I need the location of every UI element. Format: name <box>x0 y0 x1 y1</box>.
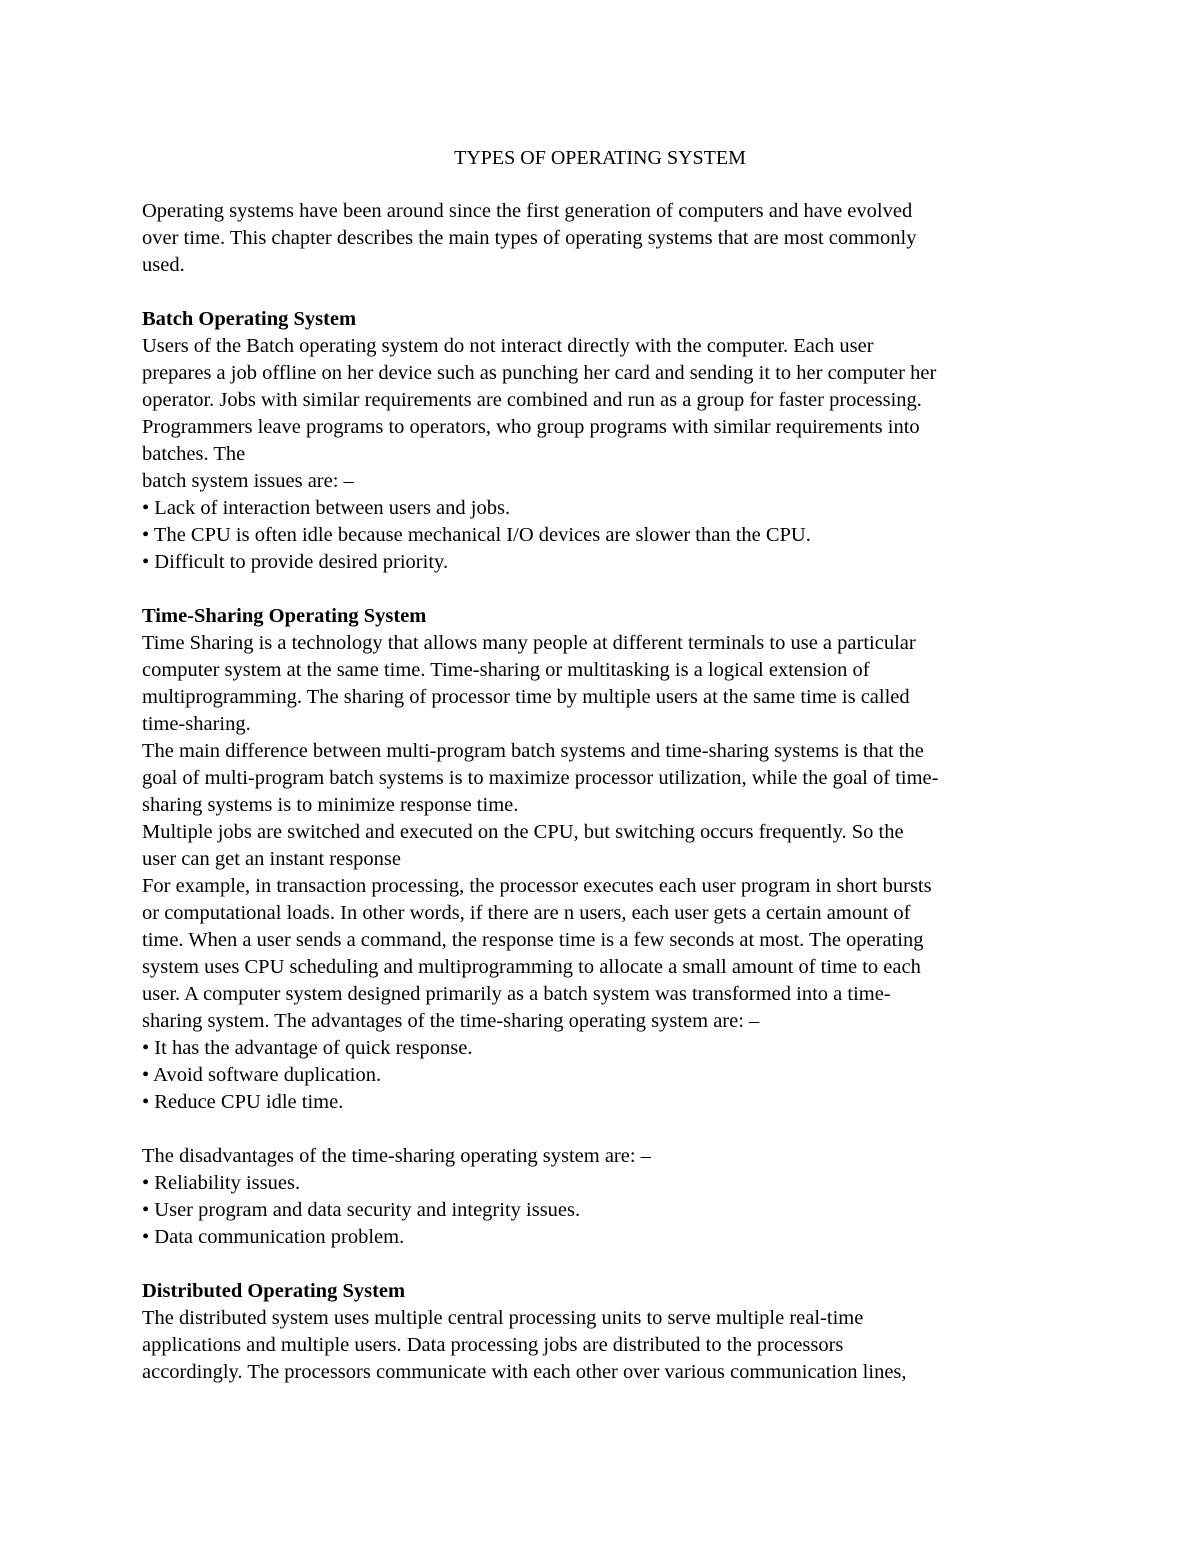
section-heading-batch: Batch Operating System <box>142 308 357 330</box>
document-title: TYPES OF OPERATING SYSTEM <box>454 147 746 169</box>
batch-line: batches. The <box>142 443 246 465</box>
intro-line: used. <box>142 254 185 276</box>
batch-line: Users of the Batch operating system do not interact directly with the computer. Each user <box>142 335 874 357</box>
batch-bullet: • Difficult to provide desired priority. <box>142 551 449 573</box>
timesharing-line: Time Sharing is a technology that allows many people at different terminals to use a particular <box>142 632 916 654</box>
timesharing-line: The main difference between multi-program batch systems and time-sharing systems is that the <box>142 740 924 762</box>
batch-bullet: • Lack of interaction between users and jobs. <box>142 497 511 519</box>
timesharing-line: goal of multi-program batch systems is to maximize processor utilization, while the goal of time- <box>142 767 939 789</box>
timesharing-line: sharing system. The advantages of the time-sharing operating system are: – <box>142 1010 760 1032</box>
paragraph-spacer <box>142 1116 1072 1143</box>
timesharing-line: system uses CPU scheduling and multiprogramming to allocate a small amount of time to each <box>142 956 921 978</box>
section-heading-distributed: Distributed Operating System <box>142 1280 406 1302</box>
timesharing-line: sharing systems is to minimize response time. <box>142 794 519 816</box>
paragraph-spacer <box>142 576 1072 603</box>
timesharing-disadvantage-bullet: • Data communication problem. <box>142 1226 405 1248</box>
batch-bullet: • The CPU is often idle because mechanical I/O devices are slower than the CPU. <box>142 524 811 546</box>
paragraph-spacer <box>142 1251 1072 1278</box>
timesharing-advantage-bullet: • Reduce CPU idle time. <box>142 1091 344 1113</box>
batch-line: batch system issues are: – <box>142 470 354 492</box>
timesharing-line: Multiple jobs are switched and executed on the CPU, but switching occurs frequently. So the <box>142 821 904 843</box>
timesharing-line: user. A computer system designed primarily as a batch system was transformed into a time- <box>142 983 891 1005</box>
distributed-line: The distributed system uses multiple central processing units to serve multiple real-time <box>142 1307 864 1329</box>
timesharing-advantage-bullet: • It has the advantage of quick response. <box>142 1037 473 1059</box>
intro-line: Operating systems have been around since the first generation of computers and have evolved <box>142 200 913 222</box>
timesharing-line: For example, in transaction processing, the processor executes each user program in short bursts <box>142 875 932 897</box>
timesharing-line: user can get an instant response <box>142 848 402 870</box>
timesharing-disadvantage-bullet: • User program and data security and integrity issues. <box>142 1199 581 1221</box>
distributed-line: accordingly. The processors communicate with each other over various communication lines, <box>142 1361 907 1383</box>
batch-line: Programmers leave programs to operators, who group programs with similar requirements into <box>142 416 920 438</box>
timesharing-line: or computational loads. In other words, if there are n users, each user gets a certain amount of <box>142 902 911 924</box>
timesharing-line: time. When a user sends a command, the response time is a few seconds at most. The operating <box>142 929 924 951</box>
timesharing-disadvantage-bullet: • Reliability issues. <box>142 1172 301 1194</box>
distributed-line: applications and multiple users. Data processing jobs are distributed to the processors <box>142 1334 844 1356</box>
timesharing-disadvantages-intro: The disadvantages of the time-sharing operating system are: – <box>142 1145 651 1167</box>
paragraph-spacer <box>142 279 1072 306</box>
document-body <box>142 198 1072 1386</box>
timesharing-line: multiprogramming. The sharing of processor time by multiple users at the same time is called <box>142 686 910 708</box>
intro-line: over time. This chapter describes the main types of operating systems that are most commonly <box>142 227 917 249</box>
timesharing-line: computer system at the same time. Time-sharing or multitasking is a logical extension of <box>142 659 870 681</box>
batch-line: prepares a job offline on her device such as punching her card and sending it to her computer her <box>142 362 937 384</box>
batch-line: operator. Jobs with similar requirements are combined and run as a group for faster processing. <box>142 389 922 411</box>
section-heading-timesharing: Time-Sharing Operating System <box>142 605 427 627</box>
timesharing-line: time-sharing. <box>142 713 251 735</box>
timesharing-advantage-bullet: • Avoid software duplication. <box>142 1064 382 1086</box>
